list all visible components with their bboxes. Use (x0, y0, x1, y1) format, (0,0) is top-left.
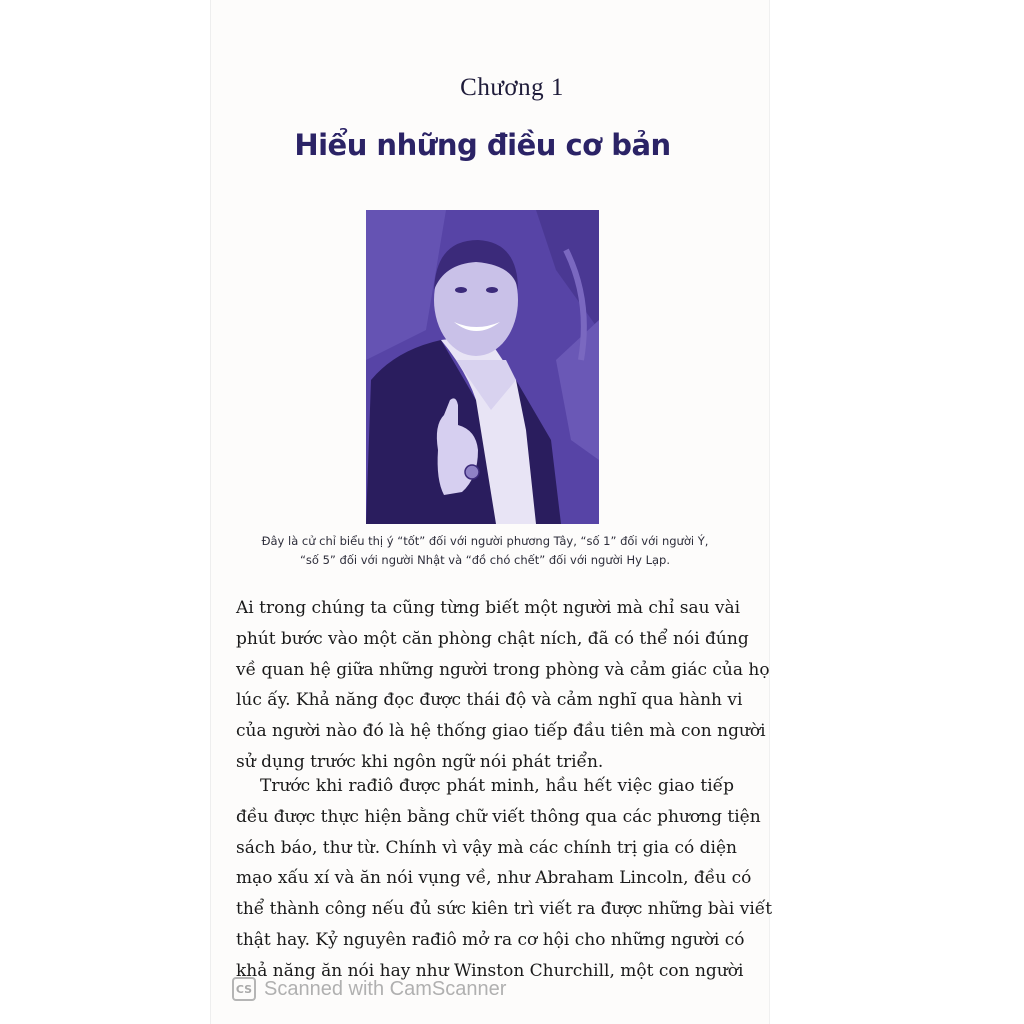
caption-line: Đây là cử chỉ biểu thị ý “tốt” đối với người phương Tây, “số 1” đối với người Ý, (261, 534, 709, 548)
text-line: khả năng ăn nói hay như Winston Churchill, một con người (236, 960, 744, 981)
photo-thumbs-up (366, 210, 599, 524)
text-line: Ai trong chúng ta cũng từng biết một người mà chỉ sau vài (236, 598, 741, 618)
text-line: sách báo, thư từ. Chính vì vậy mà các chính trị gia có diện (236, 837, 737, 858)
text-line: thật hay. Kỷ nguyên rađiô mở ra cơ hội cho những người có (236, 929, 745, 950)
watermark-text: Scanned with CamScanner (264, 977, 507, 1000)
text-line: lúc ấy. Khả năng đọc được thái độ và cảm nghĩ qua hành vi (236, 690, 743, 711)
paragraph-1 (236, 593, 770, 778)
text-line: về quan hệ giữa những người trong phòng và cảm giác của họ (236, 659, 770, 680)
text-line: phút bước vào một căn phòng chật ních, đã có thể nói đúng (236, 628, 749, 649)
caption-line: “số 5” đối với người Nhật và “đồ chó chết” đối với người Hy Lạp. (299, 553, 671, 567)
camscanner-watermark (232, 976, 506, 1002)
paragraph-2 (236, 771, 773, 987)
text-line: sử dụng trước khi ngôn ngữ nói phát triển. (236, 751, 604, 772)
chapter-label: Chương 1 (460, 74, 564, 101)
text-line: mạo xấu xí và ăn nói vụng về, như Abraham Lincoln, đều có (236, 868, 752, 889)
text-line: của người nào đó là hệ thống giao tiếp đầu tiên mà con người (236, 721, 766, 742)
text-line: đều được thực hiện bằng chữ viết thông qua các phương tiện (236, 806, 761, 827)
text-line: Trước khi rađiô được phát minh, hầu hết việc giao tiếp (260, 776, 734, 796)
camscanner-logo-icon: CS (232, 977, 256, 1001)
photo-caption (240, 532, 730, 570)
chapter-title: Hiểu những điều cơ bản (294, 128, 671, 162)
text-line: thể thành công nếu đủ sức kiên trì viết ra được những bài viết (236, 899, 773, 920)
